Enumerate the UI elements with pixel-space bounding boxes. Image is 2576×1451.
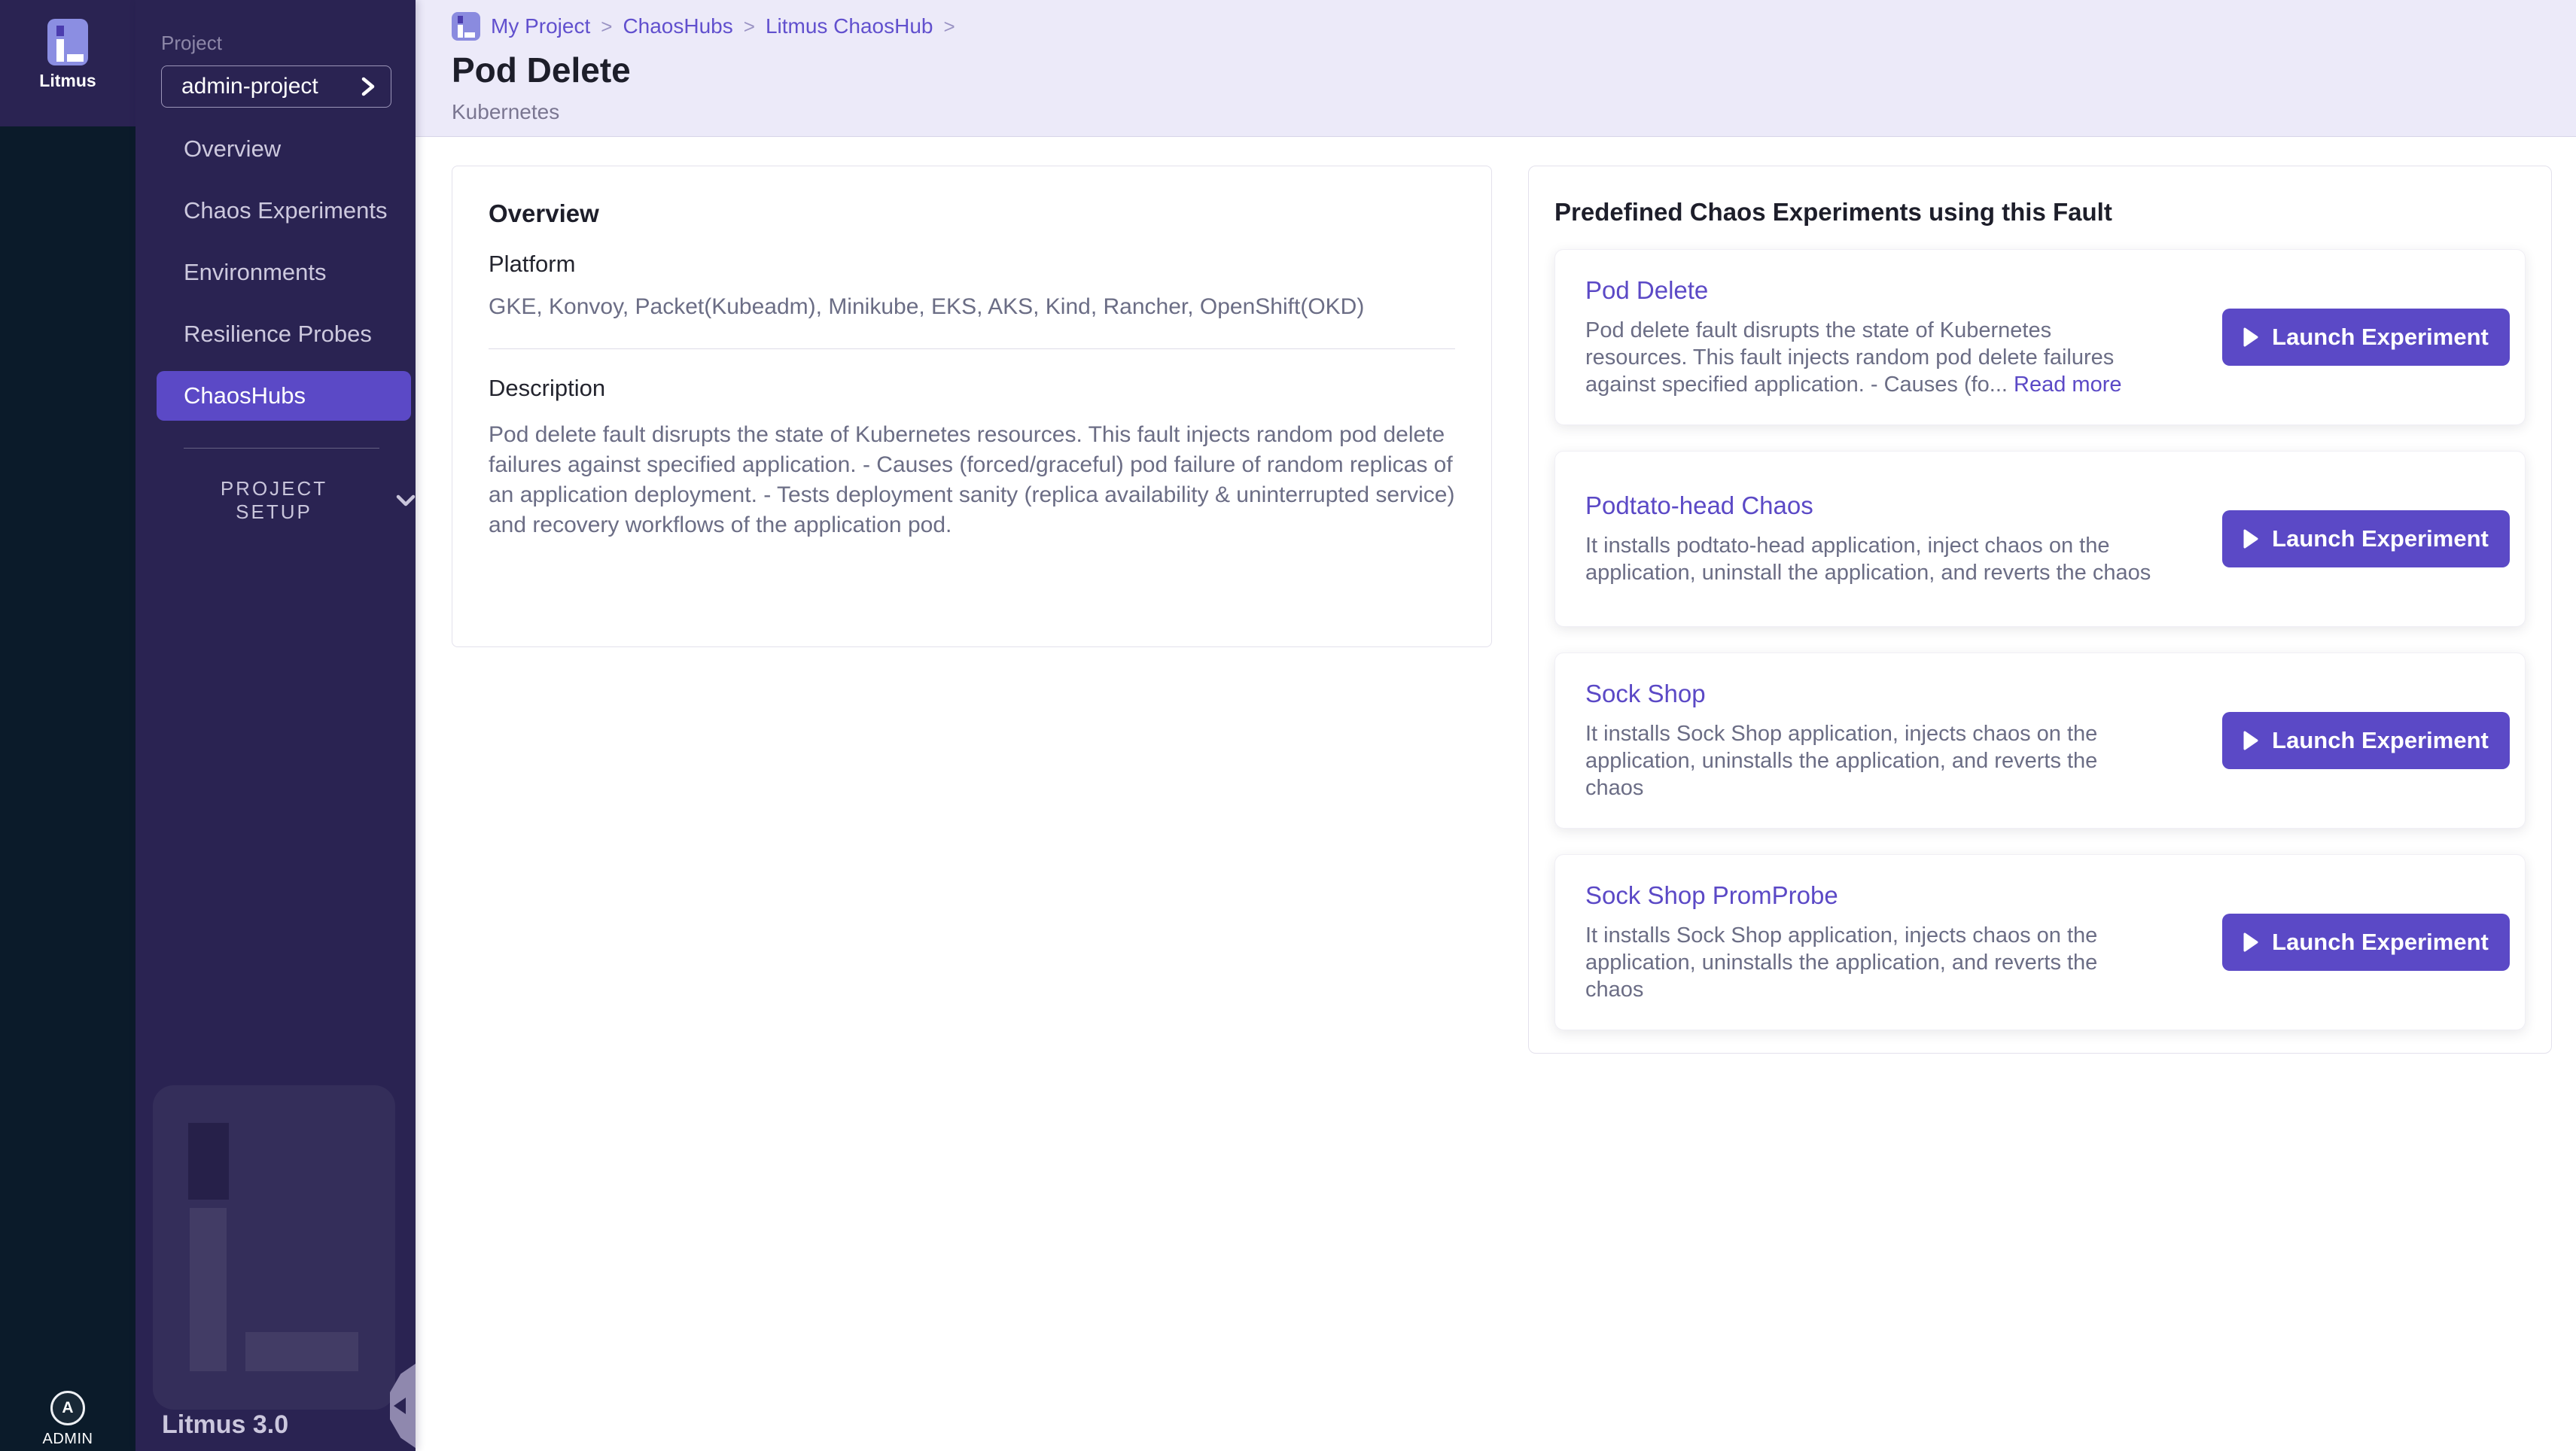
- breadcrumb-separator: >: [743, 14, 755, 38]
- page-header: [416, 0, 2576, 137]
- experiment-description: It installs podtato-head application, inject chaos on the application, uninstall the application, and reverts the chaos: [1585, 534, 2151, 585]
- page-content: [416, 137, 2576, 1451]
- sidebar-item-resilience-probes[interactable]: Resilience Probes: [157, 309, 411, 359]
- admin-avatar[interactable]: [50, 1391, 85, 1425]
- experiment-description: It installs Sock Shop application, injects chaos on the application, uninstalls the application, and reverts the chaos: [1585, 923, 2098, 1002]
- experiment-card: [1554, 854, 2526, 1030]
- overview-card: [452, 166, 1492, 647]
- page-title: Pod Delete: [452, 50, 631, 90]
- platform-value: GKE, Konvoy, Packet(Kubeadm), Minikube, EKS, AKS, Kind, Rancher, OpenShift(OKD): [489, 294, 1365, 319]
- litmus-logo-label: Litmus: [39, 71, 96, 90]
- litmus-watermark: [153, 1085, 395, 1410]
- project-select[interactable]: [161, 65, 391, 108]
- launch-experiment-button[interactable]: Launch Experiment: [2222, 712, 2510, 769]
- experiment-card: [1554, 451, 2526, 627]
- version-label: Litmus 3.0: [162, 1410, 289, 1439]
- platform-label: Platform: [489, 251, 576, 277]
- collapse-left-icon: [394, 1398, 406, 1414]
- litmus-logo-icon: [47, 19, 88, 65]
- launch-experiment-button[interactable]: Launch Experiment: [2222, 914, 2510, 971]
- launch-experiment-button[interactable]: Launch Experiment: [2222, 510, 2510, 567]
- rail-bottom: [0, 1391, 135, 1451]
- sidebar-nav-list: [135, 124, 416, 421]
- project-select-value: admin-project: [181, 74, 318, 99]
- overview-divider: [489, 348, 1455, 349]
- breadcrumb-chaoshubs[interactable]: ChaosHubs: [623, 14, 733, 38]
- overview-heading: Overview: [489, 199, 599, 227]
- experiments-heading: Predefined Chaos Experiments using this Fault: [1554, 198, 2112, 226]
- breadcrumb: [452, 12, 2576, 41]
- sidebar-nav: [135, 0, 416, 1451]
- sidebar-item-environments[interactable]: Environments: [157, 248, 411, 297]
- experiment-card: [1554, 249, 2526, 425]
- sidebar-item-overview[interactable]: Overview: [157, 124, 411, 174]
- play-icon: [2243, 529, 2258, 549]
- play-icon: [2243, 327, 2258, 347]
- admin-label: ADMIN: [42, 1431, 93, 1447]
- sidebar-item-chaoshubs[interactable]: ChaosHubs: [157, 371, 411, 421]
- breadcrumb-logo-icon: [452, 12, 480, 41]
- breadcrumb-my-project[interactable]: My Project: [491, 14, 591, 38]
- experiment-title[interactable]: Podtato-head Chaos: [1585, 491, 1813, 519]
- play-icon: [2243, 731, 2258, 750]
- left-rail: [0, 0, 135, 1451]
- experiment-card: [1554, 652, 2526, 829]
- chevron-down-icon: [396, 494, 416, 507]
- page-subtitle: Kubernetes: [452, 100, 560, 123]
- experiment-description: It installs Sock Shop application, injects chaos on the application, uninstalls the application, and reverts the chaos: [1585, 722, 2098, 800]
- experiment-title[interactable]: Sock Shop: [1585, 680, 1706, 707]
- chevron-right-icon: [361, 77, 376, 96]
- avatar-initial: A: [62, 1399, 74, 1416]
- breadcrumb-litmus-chaoshub[interactable]: Litmus ChaosHub: [765, 14, 933, 38]
- description-label: Description: [489, 375, 606, 401]
- sidebar-divider: [184, 448, 379, 449]
- litmus-logo: [0, 0, 135, 126]
- read-more-link[interactable]: Read more: [2014, 373, 2122, 397]
- breadcrumb-separator: >: [943, 14, 955, 38]
- description-text: Pod delete fault disrupts the state of Kubernetes resources. This fault injects random pod delete failures against specified application. - Causes (forced/graceful) pod failure of random replicas of an application deployment. - Tests deployment sanity (replica availability & uninterrupted service) and recovery workflows of the application pod.: [489, 422, 1455, 537]
- project-setup-label: PROJECT SETUP: [220, 477, 328, 523]
- breadcrumb-separator: >: [601, 14, 613, 38]
- experiments-panel: [1528, 166, 2552, 1054]
- project-label: Project: [161, 32, 222, 54]
- experiment-title[interactable]: Pod Delete: [1585, 276, 1709, 304]
- experiment-title[interactable]: Sock Shop PromProbe: [1585, 881, 1838, 909]
- launch-experiment-button[interactable]: Launch Experiment: [2222, 309, 2510, 366]
- experiment-description: Pod delete fault disrupts the state of Kubernetes resources. This fault injects random pod delete failures against specified application. - Causes (fo... Read more: [1585, 318, 2122, 397]
- project-setup-toggle[interactable]: [184, 477, 416, 524]
- main-area: [416, 0, 2576, 1451]
- play-icon: [2243, 932, 2258, 952]
- sidebar-item-chaos-experiments[interactable]: Chaos Experiments: [157, 186, 411, 236]
